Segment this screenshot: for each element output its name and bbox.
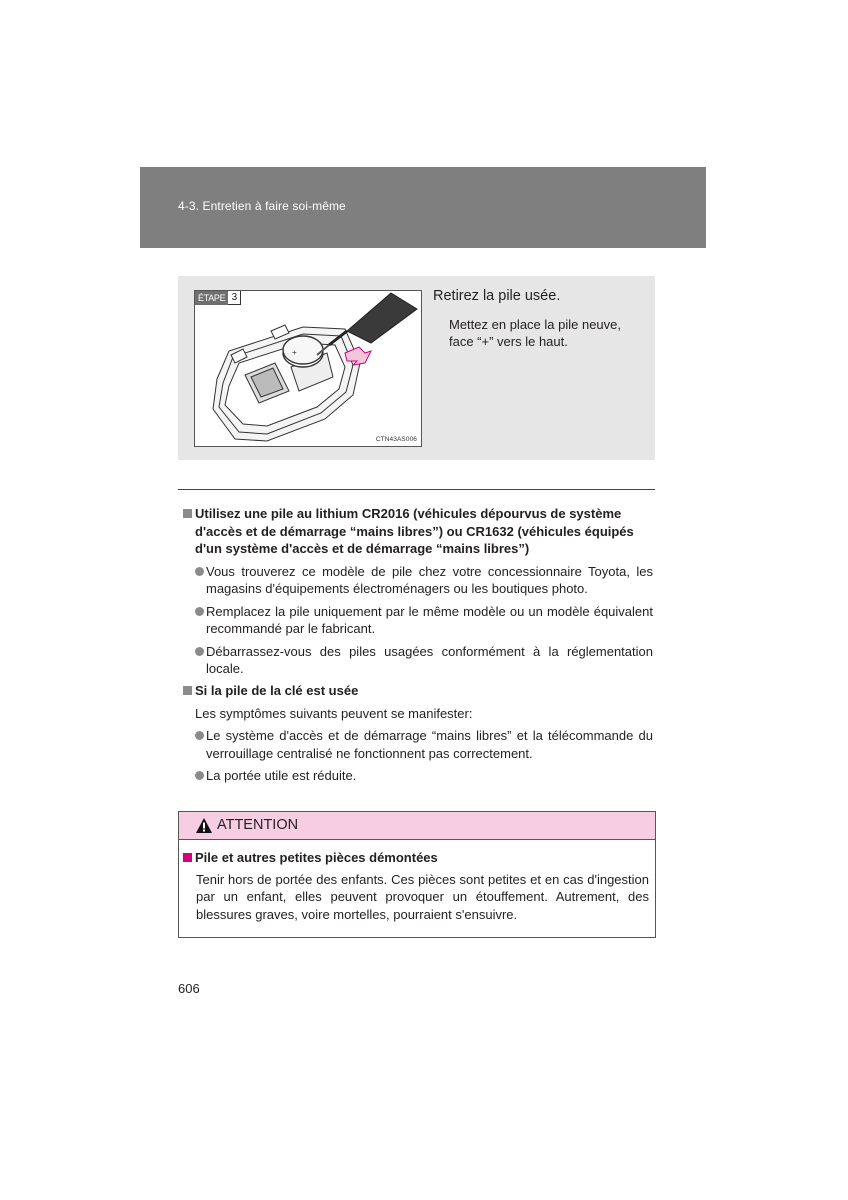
step-description: Mettez en place la pile neuve, face “+” vers le haut. bbox=[449, 317, 621, 349]
step-title: Retirez la pile usée. bbox=[433, 288, 561, 304]
circle-bullet-icon bbox=[195, 731, 204, 740]
attention-subheading-text: Pile et autres petites pièces démontées bbox=[195, 850, 438, 865]
list-item bbox=[183, 603, 653, 638]
list-item bbox=[183, 727, 653, 762]
step-tag-label: ÉTAPE bbox=[195, 291, 228, 305]
attention-box bbox=[178, 811, 656, 938]
attention-content bbox=[183, 849, 649, 923]
list-item-text: Débarrassez-vous des piles usagées conformément à la réglementation locale. bbox=[206, 643, 653, 676]
list-item-text: Vous trouverez ce modèle de pile chez votre concessionnaire Toyota, les magasins d'équipements électroménagers ou les boutiques photo. bbox=[206, 563, 653, 596]
circle-bullet-icon bbox=[195, 771, 204, 780]
section-intro: Les symptômes suivants peuvent se manifester: bbox=[195, 705, 473, 721]
battery-worn-section bbox=[183, 682, 653, 785]
step-panel bbox=[178, 276, 655, 460]
square-bullet-icon bbox=[183, 853, 192, 862]
section-heading-text: Utilisez une pile au lithium CR2016 (véhicules dépourvus de système d'accès et de démarrage “mains libres”) ou CR1632 (véhicules équipés d'un système d'accès et de démarrage “mains libres”) bbox=[195, 506, 634, 556]
list-item bbox=[183, 643, 653, 678]
battery-type-section bbox=[183, 505, 653, 678]
list-item-text: La portée utile est réduite. bbox=[206, 768, 357, 783]
attention-header bbox=[179, 812, 655, 840]
square-bullet-icon bbox=[183, 686, 192, 695]
attention-subheading bbox=[183, 849, 649, 867]
circle-bullet-icon bbox=[195, 647, 204, 656]
section-divider bbox=[178, 489, 655, 490]
circle-bullet-icon bbox=[195, 567, 204, 576]
warning-triangle-icon bbox=[195, 817, 213, 834]
circle-bullet-icon bbox=[195, 607, 204, 616]
chapter-header-bar bbox=[140, 167, 706, 248]
section-heading bbox=[183, 682, 653, 700]
attention-text: Tenir hors de portée des enfants. Ces pièces sont petites et en cas d'ingestion par un enfant, elles peuvent provoquer un étouffement. Autrement, des blessures graves, voire mortelles, pourraient s'ensuivre. bbox=[196, 871, 649, 922]
list-item bbox=[183, 767, 653, 785]
section-title: 4-3. Entretien à faire soi-même bbox=[178, 199, 346, 213]
list-item bbox=[183, 563, 653, 598]
attention-label: ATTENTION bbox=[217, 817, 299, 833]
list-item-text: Le système d'accès et de démarrage “mains libres” et la télécommande du verrouillage centralisé ne fonctionnent pas correctement. bbox=[206, 728, 653, 761]
list-item-text: Remplacez la pile uniquement par le même modèle ou un modèle équivalent recommandé par le fabricant. bbox=[206, 603, 653, 636]
section-heading bbox=[183, 505, 653, 558]
step-figure bbox=[194, 290, 422, 447]
square-bullet-icon bbox=[183, 509, 192, 518]
step-tag bbox=[195, 291, 241, 305]
page-number: 606 bbox=[178, 981, 200, 996]
step-tag-number: 3 bbox=[228, 291, 241, 305]
figure-code: CTN43AS006 bbox=[375, 436, 417, 443]
section-heading-text: Si la pile de la clé est usée bbox=[195, 683, 359, 698]
svg-text:+: + bbox=[292, 348, 297, 357]
key-battery-illustration bbox=[195, 291, 421, 446]
